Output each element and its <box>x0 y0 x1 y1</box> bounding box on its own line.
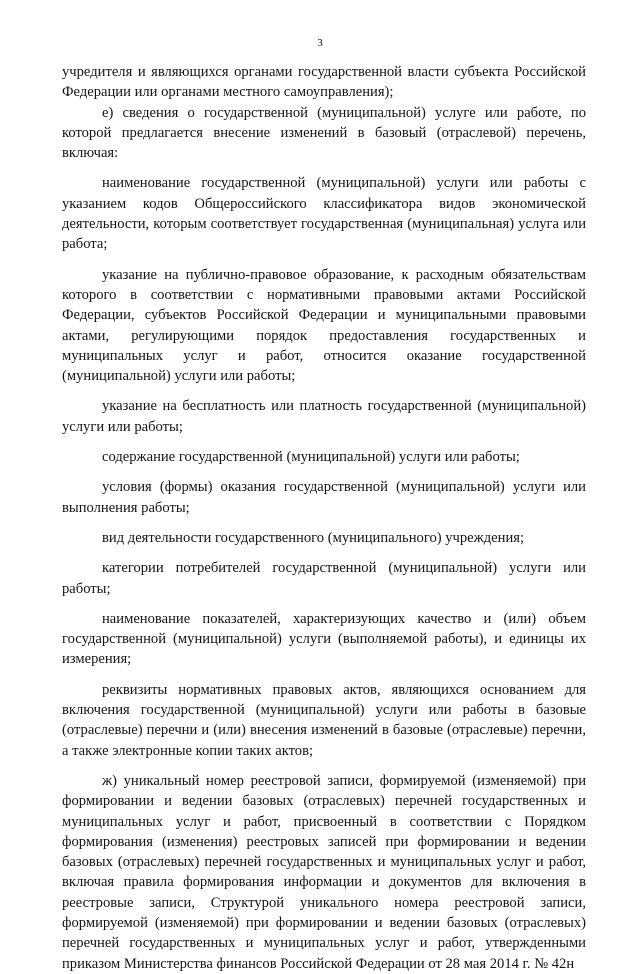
paragraph-service-content: содержание государственной (муниципальной) услуги или работы; <box>102 449 520 466</box>
paragraph-free-or-paid: указание на бесплатность или платность государственной (муниципальной) услуги или работы; <box>62 398 586 435</box>
document-body <box>62 62 586 974</box>
paragraph-public-entity: указание на публично-правовое образование, к расходным обязательствам которого в соответствии с нормативными правовыми актами Российской Федерации, субъектов Российской Федерации и муниципальными правовыми актами, регулирующими порядок предоставления государственных и муниципальных услуг и работ, относится оказание государственной (муниципальной) услуги или работы; <box>62 266 586 385</box>
paragraph-consumer-categories: категории потребителей государственной (муниципальной) услуги или работы; <box>62 560 586 597</box>
paragraph-service-name: наименование государственной (муниципальной) услуги или работы с указанием кодов Общероссийского классификатора видов экономической деятельности, которым соответствует государственная (муниципальная) услуга или работа; <box>62 175 586 253</box>
paragraph-legal-acts: реквизиты нормативных правовых актов, являющихся основанием для включения государственной (муниципальной) услуги или работы в базовые (отраслевые) перечни и (или) внесения изменений в базовые (отраслевые) перечни, а также электронные копии таких актов; <box>62 681 586 759</box>
page-number: 3 <box>317 37 323 49</box>
paragraph-indicators: наименование показателей, характеризующих качество и (или) объем государственной (муниципальной) услуги (выполняемой работы), и единицы их измерения; <box>62 610 586 668</box>
paragraph-item-e: е) сведения о государственной (муниципальной) услуге или работе, по которой предлагается внесение изменений в базовый (отраслевой) перечень, включая: <box>62 104 586 162</box>
paragraph-continuation: учредителя и являющихся органами государственной власти субъекта Российской Федерации или органами местного самоуправления); <box>62 64 586 101</box>
paragraph-activity-type: вид деятельности государственного (муниципального) учреждения; <box>102 529 525 546</box>
paragraph-service-conditions: условия (формы) оказания государственной (муниципальной) услуги или выполнения работы; <box>62 479 586 516</box>
paragraph-item-zh: ж) уникальный номер реестровой записи, формируемой (изменяемой) при формировании и ведении базовых (отраслевых) перечней государственных и муниципальных услуг и работ, присвоенный в соответствии с Порядком формирования (изменения) реестровых записей при формировании и ведении базовых (отраслевых) перечней государственных и муниципальных услуг и работ, включая правила формирования информации и документов для включения в реестровые записи, Структурой уникального номера реестровой записи, формируемой (изменяемой) при формировании и ведении базовых (отраслевых) перечней государственных и муниципальных услуг и работ, утвержденными приказом Министерства финансов Российской Федерации от 28 мая 2014 г. № 42н <box>62 772 586 972</box>
